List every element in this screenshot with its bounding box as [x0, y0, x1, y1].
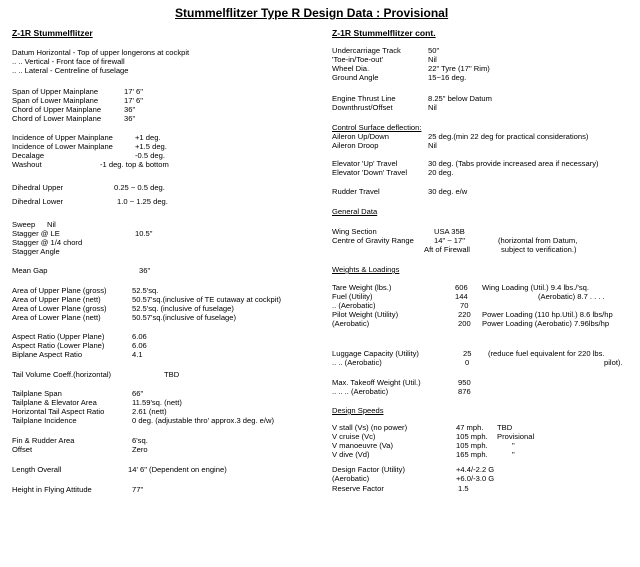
row-label: Engine Thrust Line — [332, 94, 396, 103]
row-label: .. .. .. (Aerobatic) — [332, 387, 389, 396]
weights-heading: Weights & Loadings — [332, 265, 400, 274]
luggage-note: (reduce fuel equivalent for 220 lbs. — [488, 349, 605, 358]
row-value: Nil — [47, 220, 56, 229]
row-label: Area of Lower Plane (gross) — [12, 304, 107, 313]
row-label: Tail Volume Coeff.(horizontal) — [12, 370, 112, 379]
row-value: 950 — [458, 378, 471, 387]
row-value: 36" — [139, 266, 151, 275]
row-label: Aspect Ratio (Lower Plane) — [12, 341, 105, 350]
row-label: Stagger @ 1/4 chord — [12, 238, 83, 247]
row-value: 6.06 — [132, 341, 147, 350]
row-value: Nil — [428, 103, 437, 112]
speeds-heading: Design Speeds — [332, 406, 384, 415]
row-label: Biplane Aspect Ratio — [12, 350, 83, 359]
speed-note: TBD — [497, 423, 513, 432]
row-value: 4.1 — [132, 350, 143, 359]
row-value: -1 deg. top & bottom — [100, 160, 169, 169]
row-value: 77" — [132, 485, 144, 494]
row-label: Max. Takeoff Weight (Util.) — [332, 378, 421, 387]
row-extra: Power Loading (110 hp.Util.) 8.6 lbs/hp — [482, 310, 613, 319]
row-value: +4.4/-2.2 G — [456, 465, 495, 474]
row-value: 8.25" below Datum — [428, 94, 492, 103]
row-label: Length Overall — [12, 465, 62, 474]
general-heading: General Data — [332, 207, 378, 216]
row-value: 105 mph. — [456, 432, 488, 441]
row-label: .. .. (Aerobatic) — [332, 358, 382, 367]
row-value: 14" ~ 17" — [434, 236, 465, 245]
row-value: Zero — [132, 445, 148, 454]
row-value: 66" — [132, 389, 144, 398]
row-value: +6.0/-3.0 G — [456, 474, 495, 483]
row-label: Downthrust/Offset — [332, 103, 393, 112]
row-label: Tailplane Incidence — [12, 416, 77, 425]
row-value: 22" Tyre (17" Rim) — [428, 64, 490, 73]
row-label: Tailplane Span — [12, 389, 62, 398]
row-value: 50" — [428, 46, 440, 55]
row-label: 'Toe-in/Toe-out' — [332, 55, 384, 64]
row-value: USA 35B — [434, 227, 465, 236]
row-label: Aileron Up/Down — [332, 132, 389, 141]
row-value: 165 mph. — [456, 450, 488, 459]
row-label: Incidence of Upper Mainplane — [12, 133, 113, 142]
row-label: Chord of Lower Mainplane — [12, 114, 102, 123]
row-label: (Aerobatic) — [332, 319, 370, 328]
cg-aft: Aft of Firewall — [424, 245, 470, 254]
row-label: V stall (Vs) (no power) — [332, 423, 408, 432]
row-label: Pilot Weight (Utility) — [332, 310, 399, 319]
row-value: 1.5 — [458, 484, 469, 493]
row-value: 47 mph. — [456, 423, 484, 432]
row-label: Reserve Factor — [332, 484, 384, 493]
row-value: 17' 6" — [124, 87, 143, 96]
cg-note: subject to verification.) — [501, 245, 577, 254]
row-value: Nil — [428, 141, 437, 150]
row-label: Area of Upper Plane (nett) — [12, 295, 101, 304]
row-label: Dihedral Lower — [12, 197, 64, 206]
row-value: 2.61 (nett) — [132, 407, 167, 416]
row-value: 52.5'sq. (inclusive of fuselage) — [132, 304, 234, 313]
speed-note: Provisional — [497, 432, 535, 441]
row-label: Offset — [12, 445, 33, 454]
row-value: 6'sq. — [132, 436, 148, 445]
row-label: .. (Aerobatic) — [332, 301, 376, 310]
row-value: 144 — [455, 292, 468, 301]
row-label: Aspect Ratio (Upper Plane) — [12, 332, 105, 341]
row-value: 52.5'sq. — [132, 286, 159, 295]
row-label: Height in Flying Attitude — [12, 485, 92, 494]
speed-note: " — [512, 441, 515, 450]
row-value: 17' 6" — [124, 96, 143, 105]
row-label: Tailplane & Elevator Area — [12, 398, 97, 407]
row-label: Elevator 'Up' Travel — [332, 159, 398, 168]
cg-note: (horizontal from Datum, — [498, 236, 578, 245]
row-label: Stagger Angle — [12, 247, 60, 256]
datum-line: .. .. Vertical - Front face of firewall — [12, 57, 125, 66]
row-label: Stagger @ LE — [12, 229, 60, 238]
row-value: 30 deg. e/w — [428, 187, 468, 196]
row-label: Span of Lower Mainplane — [12, 96, 99, 105]
datum-line: .. .. Lateral - Centreline of fuselage — [12, 66, 129, 75]
row-label: Span of Upper Mainplane — [12, 87, 99, 96]
row-label: V cruise (Vc) — [332, 432, 376, 441]
row-value: 50.57'sq.(inclusive of fuselage) — [132, 313, 237, 322]
row-value: 50.57'sq.(inclusive of TE cutaway at cockpit) — [132, 295, 282, 304]
luggage-note: pilot). — [604, 358, 623, 367]
datum-line: Datum Horizontal - Top of upper longerons at cockpit — [12, 48, 190, 57]
row-value: 10.5" — [135, 229, 153, 238]
row-label: Centre of Gravity Range — [332, 236, 414, 245]
row-label: Decalage — [12, 151, 45, 160]
row-label: V manoeuvre (Va) — [332, 441, 394, 450]
document-title: Stummelflitzer Type R Design Data : Provisional — [175, 6, 449, 20]
row-value: 1.0 ~ 1.25 deg. — [117, 197, 168, 206]
row-value: Nil — [428, 55, 437, 64]
row-label: Fuel (Utility) — [332, 292, 373, 301]
row-label: Tare Weight (lbs.) — [332, 283, 392, 292]
row-value: 606 — [455, 283, 468, 292]
row-value: 70 — [460, 301, 469, 310]
row-value: 0.25 ~ 0.5 deg. — [114, 183, 165, 192]
row-label: Wing Section — [332, 227, 377, 236]
row-label: Wheel Dia. — [332, 64, 370, 73]
row-label: Fin & Rudder Area — [12, 436, 75, 445]
row-value: +1 deg. — [135, 133, 161, 142]
row-value: 36" — [124, 105, 136, 114]
row-value: 36" — [124, 114, 136, 123]
row-label: Sweep — [12, 220, 36, 229]
row-value: 11.59'sq. (nett) — [132, 398, 182, 407]
row-value: 15~16 deg. — [428, 73, 467, 82]
row-value: 6.06 — [132, 332, 147, 341]
row-label: Ground Angle — [332, 73, 379, 82]
row-value: 14' 6" (Dependent on engine) — [128, 465, 227, 474]
row-value: 0 — [465, 358, 470, 367]
control-heading: Control Surface deflection: — [332, 123, 422, 132]
row-label: Design Factor (Utility) — [332, 465, 405, 474]
row-value: -0.5 deg. — [135, 151, 165, 160]
row-label: Horizontal Tail Aspect Ratio — [12, 407, 105, 416]
row-label: (Aerobatic) — [332, 474, 370, 483]
row-label: Undercarriage Track — [332, 46, 401, 55]
row-label: Mean Gap — [12, 266, 48, 275]
row-label: Luggage Capacity (Utility) — [332, 349, 419, 358]
row-label: Area of Upper Plane (gross) — [12, 286, 107, 295]
row-label: Rudder Travel — [332, 187, 380, 196]
row-extra: Power Loading (Aerobatic) 7.96lbs/hp — [482, 319, 610, 328]
row-label: Chord of Upper Mainplane — [12, 105, 102, 114]
row-label: Area of Lower Plane (nett) — [12, 313, 101, 322]
row-value: +1.5 deg. — [135, 142, 167, 151]
row-value: 25 — [463, 349, 472, 358]
row-label: Elevator 'Down' Travel — [332, 168, 408, 177]
row-value: 200 — [458, 319, 471, 328]
row-extra: Wing Loading (Util.) 9.4 lbs./'sq. — [482, 283, 589, 292]
row-label: Aileron Droop — [332, 141, 379, 150]
row-value: 20 deg. — [428, 168, 454, 177]
right-heading: Z-1R Stummelflitzer cont. — [332, 28, 436, 38]
row-value: 25 deg.(min 22 deg for practical considerations) — [428, 132, 589, 141]
row-value: 876 — [458, 387, 471, 396]
row-value: 105 mph. — [456, 441, 488, 450]
row-label: Incidence of Lower Mainplane — [12, 142, 113, 151]
row-value: 0 deg. (adjustable thro' approx.3 deg. e/w) — [132, 416, 275, 425]
row-value: TBD — [164, 370, 180, 379]
row-label: Dihedral Upper — [12, 183, 64, 192]
row-value: 30 deg. (Tabs provide increased area if necessary) — [428, 159, 599, 168]
speed-note: " — [512, 450, 515, 459]
row-label: Washout — [12, 160, 42, 169]
row-extra: (Aerobatic) 8.7 . . . . — [538, 292, 605, 301]
row-label: V dive (Vd) — [332, 450, 370, 459]
row-value: 220 — [458, 310, 471, 319]
left-heading: Z-1R Stummelflitzer — [12, 28, 93, 38]
